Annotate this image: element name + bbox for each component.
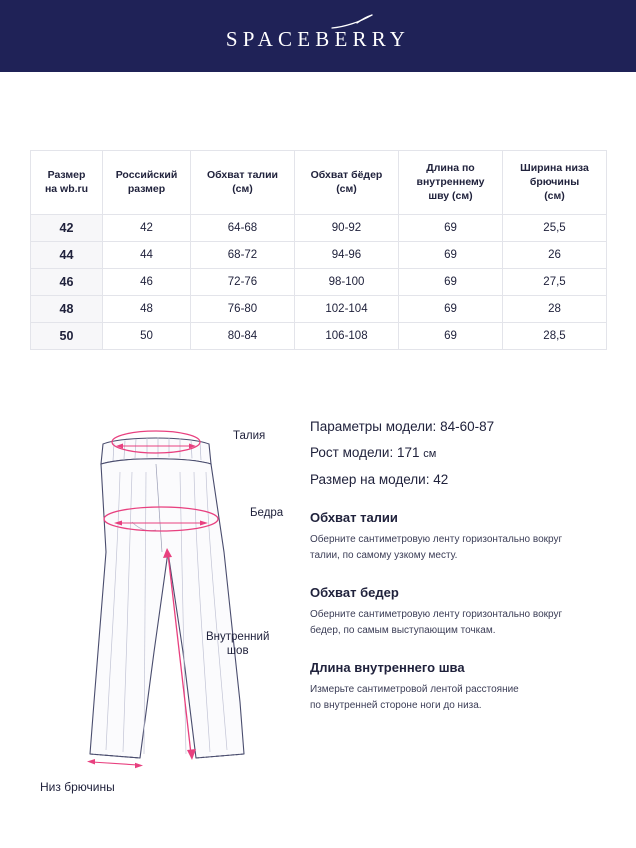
instruction-title: Обхват бедер — [310, 585, 399, 601]
model-height-value: Рост модели: 171 — [310, 445, 420, 461]
size-table-body — [31, 214, 607, 349]
instruction-text-line1: Оберните сантиметровую ленту горизонтально вокруг — [310, 609, 563, 621]
instruction-inseam — [310, 660, 608, 713]
cell-hem-width: 28,5 — [503, 322, 607, 349]
cell-ru-size: 50 — [103, 322, 191, 349]
label-hips: Бедра — [250, 506, 284, 519]
cell-inseam: 69 — [399, 241, 503, 268]
label-inseam-line1: Внутренний — [206, 630, 270, 643]
size-table — [30, 150, 607, 350]
cell-hips: 98-100 — [295, 268, 399, 295]
cell-wb-size: 46 — [31, 268, 103, 295]
instruction-text-line1: Оберните сантиметровую ленту горизонтально вокруг — [310, 534, 563, 546]
cell-hem-width: 27,5 — [503, 268, 607, 295]
site-header — [0, 0, 636, 72]
cell-hem-width: 26 — [503, 241, 607, 268]
col-header-wb-size: Размер на wb.ru — [31, 151, 103, 215]
label-hem: Низ брючины — [40, 779, 115, 794]
trousers-illustration — [28, 402, 300, 802]
col-header-ru-size: Российский размер — [103, 151, 191, 215]
label-inseam-line2: шов — [226, 644, 249, 657]
size-table-head — [31, 151, 607, 215]
brand-logo — [226, 21, 410, 52]
cell-waist: 72-76 — [191, 268, 295, 295]
cell-hem-width: 25,5 — [503, 214, 607, 241]
cell-ru-size: 48 — [103, 295, 191, 322]
cell-inseam: 69 — [399, 214, 503, 241]
instruction-text-line2: талии, по самому узкому месту. — [310, 549, 458, 561]
cell-waist: 80-84 — [191, 322, 295, 349]
instruction-text-line2: бедер, по самым выступающим точкам. — [310, 624, 496, 636]
instruction-waist — [310, 510, 608, 563]
cell-wb-size: 50 — [31, 322, 103, 349]
measurement-guide-section — [0, 350, 636, 802]
instruction-title: Длина внутреннего шва — [310, 660, 465, 676]
model-height-unit: см — [423, 448, 437, 461]
cell-wb-size: 48 — [31, 295, 103, 322]
model-params: Параметры модели: 84-60-87 — [310, 418, 495, 434]
size-table-section — [0, 72, 636, 350]
instruction-title: Обхват талии — [310, 510, 398, 526]
instruction-text — [310, 682, 608, 713]
table-row — [31, 295, 607, 322]
instruction-text — [310, 607, 608, 638]
cell-inseam: 69 — [399, 295, 503, 322]
cell-waist: 68-72 — [191, 241, 295, 268]
table-row — [31, 322, 607, 349]
cell-wb-size: 42 — [31, 214, 103, 241]
table-header-row — [31, 151, 607, 215]
cell-inseam: 69 — [399, 322, 503, 349]
col-header-inseam: Длина по внутреннему шву (см) — [399, 151, 503, 215]
instruction-text — [310, 532, 608, 563]
cell-hips: 106-108 — [295, 322, 399, 349]
brand-name: SPACEBERRY — [225, 26, 411, 51]
cell-hem-width: 28 — [503, 295, 607, 322]
cell-ru-size: 46 — [103, 268, 191, 295]
swoosh-icon — [330, 14, 376, 30]
cell-inseam: 69 — [399, 268, 503, 295]
cell-hips: 94-96 — [295, 241, 399, 268]
table-row — [31, 214, 607, 241]
table-row — [31, 268, 607, 295]
cell-hips: 90-92 — [295, 214, 399, 241]
model-height — [310, 444, 608, 462]
cell-wb-size: 44 — [31, 241, 103, 268]
instruction-text-line2: по внутренней стороне ноги до низа. — [310, 699, 482, 711]
instruction-text-line1: Измерьте сантиметровой лентой расстояние — [310, 684, 519, 696]
label-inseam — [206, 630, 269, 659]
col-header-hem-width: Ширина низа брючины (см) — [503, 151, 607, 215]
label-waist: Талия — [233, 429, 266, 442]
instruction-hips — [310, 585, 608, 638]
cell-ru-size: 44 — [103, 241, 191, 268]
cell-waist: 76-80 — [191, 295, 295, 322]
model-info-and-instructions — [300, 402, 608, 802]
cell-ru-size: 42 — [103, 214, 191, 241]
model-size: Размер на модели: 42 — [310, 471, 449, 487]
cell-waist: 64-68 — [191, 214, 295, 241]
trousers-diagram — [28, 402, 300, 802]
cell-hips: 102-104 — [295, 295, 399, 322]
table-row — [31, 241, 607, 268]
col-header-hips: Обхват бёдер (см) — [295, 151, 399, 215]
col-header-waist: Обхват талии (см) — [191, 151, 295, 215]
